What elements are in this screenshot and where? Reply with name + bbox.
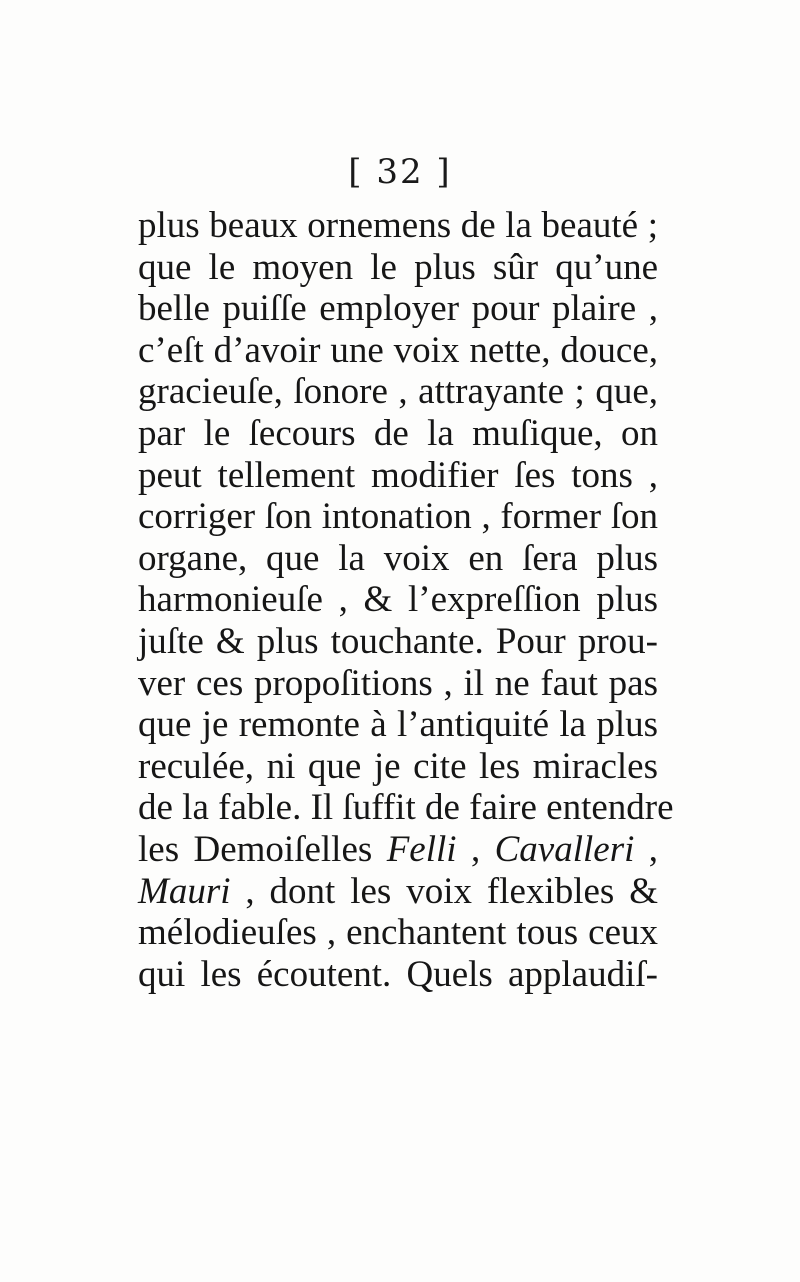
text-line: qui les écoutent. Quels applaudiſ- xyxy=(138,953,658,995)
text-line: harmonieuſe , & l’expreſſion plus xyxy=(138,579,658,621)
text-line: mélodieuſes , enchantent tous ceux xyxy=(138,912,658,954)
mauri-line-rest: , dont les voix flexibles & xyxy=(230,870,658,912)
body-text xyxy=(138,205,674,995)
names-separator: , xyxy=(634,828,659,870)
text-line-names xyxy=(138,829,658,871)
text-line: plus beaux ornemens de la beauté ; xyxy=(138,205,658,246)
text-line: que je remonte à l’antiquité la plus xyxy=(138,704,658,746)
text-line-mauri xyxy=(138,871,658,913)
singer-name-mauri: Mauri xyxy=(138,870,231,912)
text-line: par le ſecours de la muſique, on xyxy=(138,412,658,454)
text-line: organe, que la voix en ſera plus xyxy=(138,537,658,579)
singer-name-felli: Felli xyxy=(386,828,457,870)
text-line: gracieuſe, ſonore , attrayante ; que, xyxy=(138,371,658,413)
text-line: que le moyen le plus sûr qu’une xyxy=(138,246,658,288)
text-line: juſte & plus touchante. Pour prou- xyxy=(138,620,658,662)
text-line: de la fable. Il ſuffit de faire entendre xyxy=(138,787,674,829)
text-line: c’eſt d’avoir une voix nette, douce, xyxy=(138,329,658,371)
page-number: [ 32 ] xyxy=(348,152,452,192)
singer-name-cavalleri: Cavalleri xyxy=(494,828,635,870)
text-line: ver ces propoſitions , il ne faut pas xyxy=(138,662,658,704)
names-prefix: les Demoiſelles xyxy=(138,828,373,870)
text-line: belle puiſſe employer pour plaire , xyxy=(138,288,658,330)
text-line: corriger ſon intonation , former ſon xyxy=(138,496,658,538)
names-separator: , xyxy=(456,828,481,870)
text-line: peut tellement modifier ſes tons , xyxy=(138,454,658,496)
text-line: reculée, ni que je cite les miracles xyxy=(138,745,658,787)
